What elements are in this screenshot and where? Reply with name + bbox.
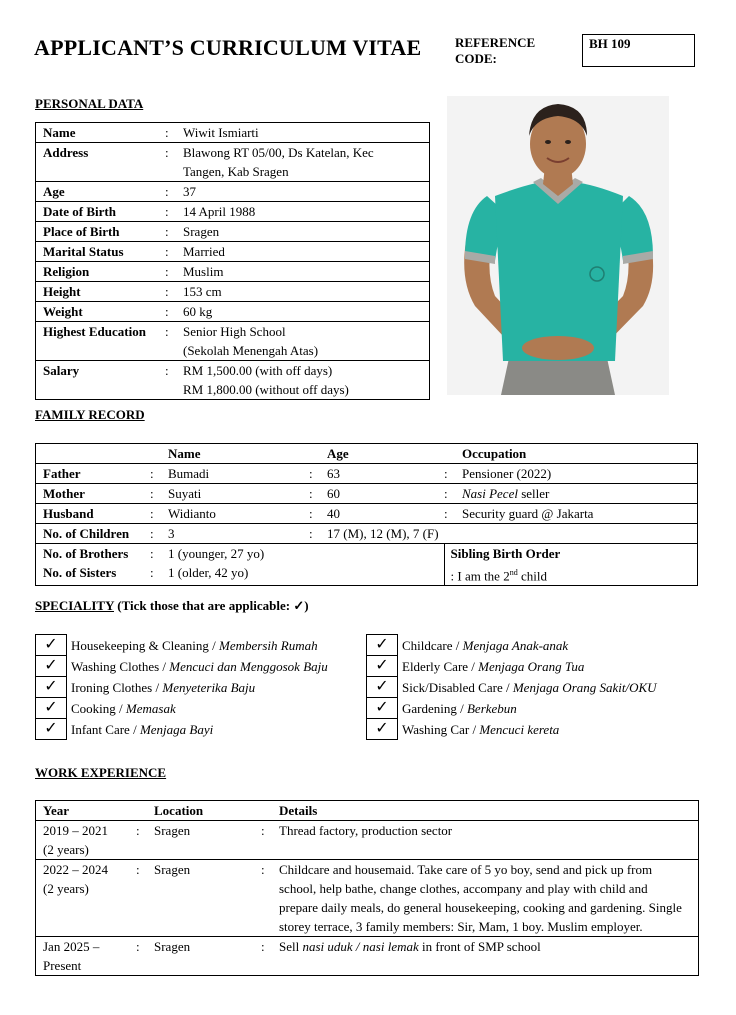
applicant-photo-illustration xyxy=(447,96,669,395)
work-experience-heading: WORK EXPERIENCE xyxy=(35,765,167,780)
work-row: Jan 2025 – Present : Sragen : Sell nasi uduk / nasi lemak in front of SMP school xyxy=(43,939,541,973)
speciality-heading: SPECIALITY (Tick those that are applicable: ✓) xyxy=(35,598,309,613)
family-row-mother: Mother : Suyati : 60 : Nasi Pecel seller xyxy=(36,484,698,504)
speciality-item: ✓ Childcare / Menjaga Anak-anak xyxy=(367,635,658,656)
page-title: APPLICANT’S CURRICULUM VITAE xyxy=(34,35,422,60)
reference-code-label: REFERENCE CODE: xyxy=(455,35,536,66)
speciality-item: ✓ Washing Car / Mencuci kereta xyxy=(367,719,658,740)
row-education: Highest Education : Senior High School (Sekolah Menengah Atas) xyxy=(36,322,430,361)
family-record-table xyxy=(35,443,698,586)
check-icon[interactable]: ✓ xyxy=(367,698,398,719)
reference-code-box: BH 109 xyxy=(582,34,695,67)
row-religion: Religion : Muslim xyxy=(36,262,430,282)
personal-data-table xyxy=(35,122,430,400)
row-pob: Place of Birth : Sragen xyxy=(36,222,430,242)
row-age: Age : 37 xyxy=(36,182,430,202)
work-row: 2022 – 2024 (2 years) : Sragen : Childcare and housemaid. Take care of 5 yo boy, send and pick up from school, help bathe, change clothes, accompany and play with child and prepare daily meals, do general housekeeping, cooking and gardening. Single storey terrace, 3 family members: Sir, Mam, 1 boy. Muslim employer. xyxy=(36,860,699,937)
check-icon[interactable]: ✓ xyxy=(36,635,67,656)
applicant-photo xyxy=(447,96,669,395)
speciality-item: ✓ Sick/Disabled Care / Menjaga Orang Sakit/OKU xyxy=(367,677,658,698)
speciality-item: ✓ Ironing Clothes / Menyeterika Baju xyxy=(36,677,329,698)
speciality-list-right xyxy=(366,634,658,740)
speciality-item: ✓ Elderly Care / Menjaga Orang Tua xyxy=(367,656,658,677)
check-icon[interactable]: ✓ xyxy=(36,719,67,740)
row-name: Name : Wiwit Ismiarti xyxy=(36,123,430,143)
row-address: Address : Blawong RT 05/00, Ds Katelan, Kec Tangen, Kab Sragen xyxy=(36,143,430,182)
work-header-row: Year Location Details xyxy=(43,803,318,818)
family-header-row: Name Age Occupation xyxy=(36,444,698,464)
check-icon[interactable]: ✓ xyxy=(36,656,67,677)
speciality-item: ✓ Cooking / Memasak xyxy=(36,698,329,719)
check-icon[interactable]: ✓ xyxy=(367,677,398,698)
row-salary: Salary : RM 1,500.00 (with off days) RM 1,800.00 (without off days) xyxy=(36,361,430,400)
family-row-sisters: No. of Sisters : 1 (older, 42 yo) : I am the 2nd child xyxy=(36,563,698,586)
row-height: Height : 153 cm xyxy=(36,282,430,302)
row-dob: Date of Birth : 14 April 1988 xyxy=(36,202,430,222)
speciality-list-left xyxy=(35,634,329,740)
sibling-birth-order-value: : I am the 2nd child xyxy=(444,563,698,586)
row-weight: Weight : 60 kg xyxy=(36,302,430,322)
work-experience-table xyxy=(35,800,699,976)
check-icon[interactable]: ✓ xyxy=(367,635,398,656)
family-row-children: No. of Children : 3 : 17 (M), 12 (M), 7 (F) xyxy=(36,524,698,544)
family-row-father: Father : Bumadi : 63 : Pensioner (2022) xyxy=(36,464,698,484)
speciality-item: ✓ Housekeeping & Cleaning / Membersih Rumah xyxy=(36,635,329,656)
work-row: 2019 – 2021 (2 years) : Sragen : Thread factory, production sector xyxy=(36,821,699,860)
speciality-item: ✓ Infant Care / Menjaga Bayi xyxy=(36,719,329,740)
row-marital: Marital Status : Married xyxy=(36,242,430,262)
check-icon[interactable]: ✓ xyxy=(367,719,398,740)
speciality-item: ✓ Gardening / Berkebun xyxy=(367,698,658,719)
family-row-brothers: No. of Brothers : 1 (younger, 27 yo) Sibling Birth Order xyxy=(36,544,698,564)
family-record-heading: FAMILY RECORD xyxy=(35,407,145,422)
family-row-husband: Husband : Widianto : 40 : Security guard @ Jakarta xyxy=(36,504,698,524)
check-icon[interactable]: ✓ xyxy=(36,698,67,719)
personal-data-heading: PERSONAL DATA xyxy=(35,96,144,111)
check-icon[interactable]: ✓ xyxy=(367,656,398,677)
check-icon[interactable]: ✓ xyxy=(36,677,67,698)
speciality-item: ✓ Washing Clothes / Mencuci dan Menggosok Baju xyxy=(36,656,329,677)
